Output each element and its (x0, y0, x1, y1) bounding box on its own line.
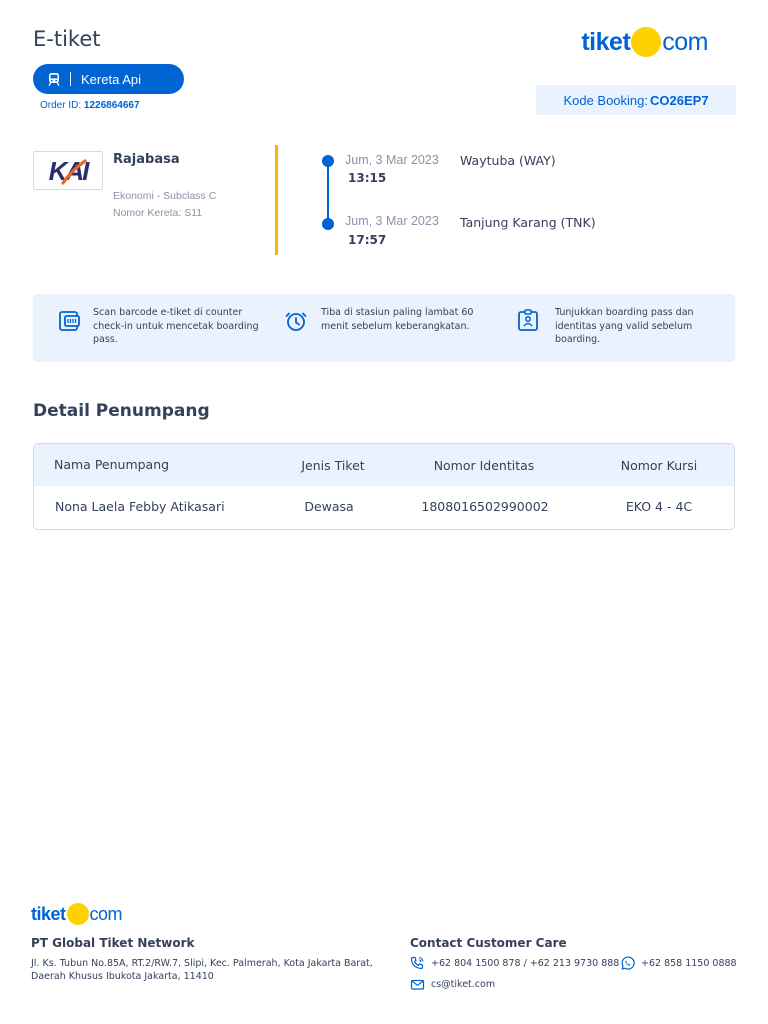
timeline-arrival-dot (322, 218, 334, 230)
info-line: Tunjukkan boarding pass dan (555, 307, 694, 318)
train-icon (47, 72, 61, 86)
page-title: E-tiket (33, 27, 101, 51)
whatsapp-number: +62 858 1150 0888 (641, 958, 737, 969)
footer-tiket-com-logo (31, 903, 122, 925)
passenger-seat: EKO 4 - 4C (625, 499, 693, 514)
booking-code-label: Kode Booking: (563, 92, 649, 108)
passenger-ticket-type: Dewasa (304, 499, 354, 514)
email-address: cs@tiket.com (431, 979, 496, 990)
mail-icon (410, 978, 425, 991)
column-header-name: Nama Penumpang (54, 457, 170, 472)
address-line: Jl. Ks. Tubun No.85A, RT.2/RW.7, Slipi, Kec. Palmerah, Kota Jakarta Barat, (31, 958, 373, 969)
company-address (31, 957, 391, 983)
brand-text-right: com (89, 903, 123, 924)
train-name: Rajabasa (113, 152, 180, 167)
clock-icon (283, 308, 309, 334)
product-type-label: Kereta Api (81, 71, 141, 87)
train-class: Ekonomi - Subclass C (113, 190, 217, 202)
booking-code-value: CO26EP7 (650, 92, 709, 108)
product-type-badge (33, 64, 184, 94)
phone-numbers: +62 804 1500 878 / +62 213 9730 888 (431, 957, 620, 969)
brand-text-left: tiket (31, 903, 66, 924)
table-header-row (34, 444, 734, 486)
brand-dot-icon (67, 903, 89, 925)
badge-divider (70, 72, 71, 86)
departure-time: 13:15 (348, 171, 387, 185)
arrival-date: Jum, 3 Mar 2023 (345, 214, 439, 228)
departure-station: Waytuba (WAY) (460, 153, 556, 168)
contact-phone[interactable] (410, 956, 619, 970)
kai-logo (33, 151, 103, 190)
column-header-seat: Nomor Kursi (620, 458, 698, 473)
contact-email[interactable] (410, 978, 495, 991)
travel-info-box (33, 294, 735, 362)
passenger-table (33, 443, 735, 530)
booking-code (536, 85, 736, 115)
contact-whatsapp[interactable] (620, 956, 737, 971)
order-id (40, 100, 140, 111)
kai-logo-mark (41, 157, 95, 185)
info-line: check-in untuk mencetak boarding (93, 320, 259, 332)
info-line: menit sebelum keberangkatan. (321, 320, 470, 332)
contact-title: Contact Customer Care (410, 936, 567, 950)
passenger-name: Nona Laela Febby Atikasari (55, 499, 225, 514)
info-text-scan (93, 306, 259, 347)
brand-text-right: com (662, 27, 708, 56)
tiket-com-logo (581, 27, 708, 57)
order-id-value: 1226864667 (83, 100, 140, 111)
id-card-icon (515, 308, 541, 334)
arrival-station: Tanjung Karang (TNK) (460, 215, 596, 230)
timeline-line (327, 160, 329, 226)
order-id-label: Order ID: (40, 100, 82, 111)
timeline-departure-dot (322, 155, 334, 167)
info-text-boarding (555, 306, 694, 347)
brand-text-left: tiket (581, 27, 631, 56)
column-header-ticket-type: Jenis Tiket (301, 458, 365, 473)
address-line: Daerah Khusus Ibukota Jakarta, 11410 (31, 971, 214, 982)
passenger-section-title: Detail Penumpang (33, 401, 210, 421)
svg-text:KAI: KAI (48, 156, 88, 185)
barcode-scan-icon (57, 308, 83, 334)
brand-dot-icon (631, 27, 661, 57)
departure-date: Jum, 3 Mar 2023 (345, 153, 439, 167)
info-text-arrival (321, 306, 473, 333)
info-line: pass. (93, 334, 118, 345)
train-number: Nomor Kereta: S11 (113, 207, 203, 219)
passenger-id-number: 1808016502990002 (421, 499, 549, 514)
info-line: identitas yang valid sebelum (555, 320, 693, 332)
info-line: Scan barcode e-tiket di counter (93, 307, 243, 318)
arrival-time: 17:57 (348, 233, 387, 247)
info-line: boarding. (555, 334, 601, 345)
column-header-id-number: Nomor Identitas (433, 458, 535, 473)
phone-icon (410, 956, 425, 970)
divider-line (275, 145, 278, 255)
company-name: PT Global Tiket Network (31, 936, 195, 950)
info-line: Tiba di stasiun paling lambat 60 (321, 307, 474, 318)
whatsapp-icon (620, 956, 635, 971)
